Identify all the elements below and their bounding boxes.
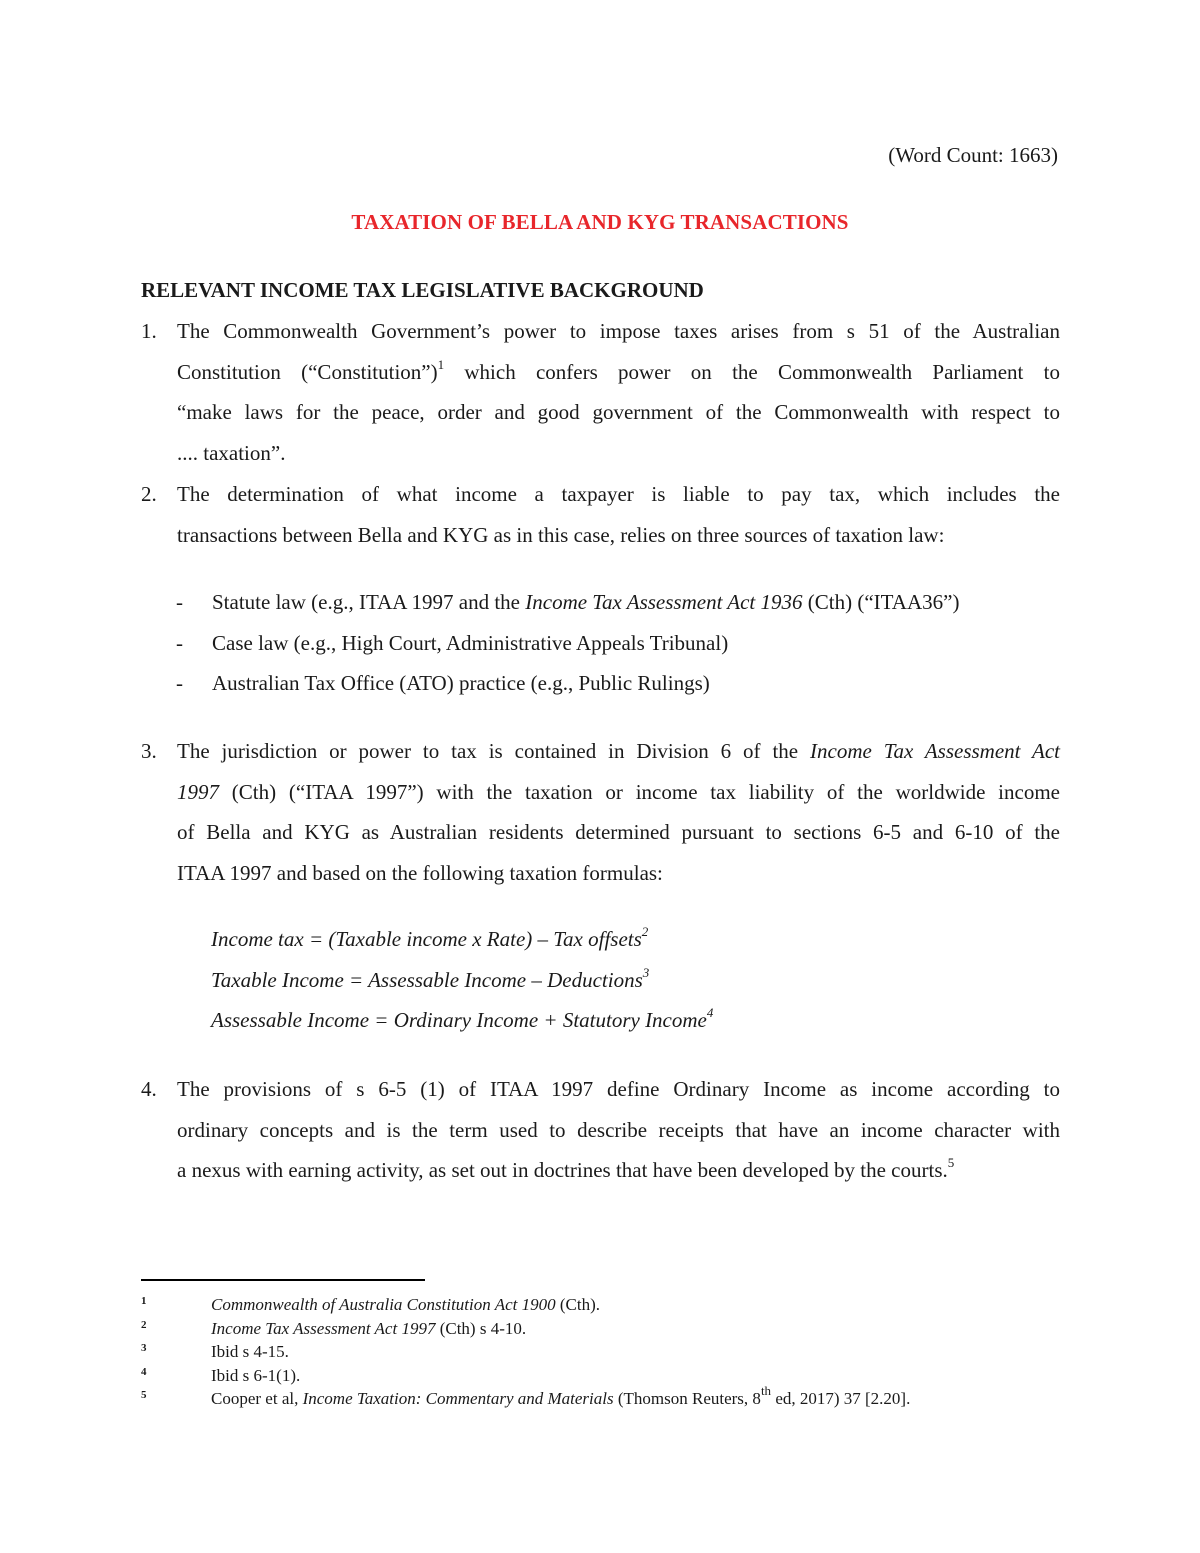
formula-income-tax [211, 919, 713, 960]
numbered-paragraph-1 [141, 311, 1060, 473]
footnote-ref[interactable]: 4 [706, 1005, 714, 1020]
bullet-dash: - [176, 590, 183, 614]
paragraph-line: transactions between Bella and KYG as in this case, relies on three sources of taxation law: [177, 522, 945, 547]
line-text: which confers power on the Commonwealth Parliament to [444, 359, 1060, 384]
footnote-4 [141, 1364, 910, 1388]
list-item [176, 663, 959, 704]
paragraph-line [177, 352, 1060, 393]
footnote-text: (Cth) s 4-10. [435, 1318, 527, 1338]
formula-assessable-income [211, 1000, 713, 1041]
paragraph-body [177, 731, 1060, 893]
paragraph-body [177, 311, 1060, 473]
line-text: Constitution (“Constitution”) [177, 359, 438, 384]
section-heading: RELEVANT INCOME TAX LEGISLATIVE BACKGROUND [141, 278, 704, 302]
list-item-text: Statute law (e.g., ITAA 1997 and the [212, 590, 526, 614]
paragraph-line: of Bella and KYG as Australian residents determined pursuant to sections 6-5 and 6-10 of the [177, 820, 1060, 844]
paragraph-line: The Commonwealth Government’s power to impose taxes arises from s 51 of the Australian [177, 319, 1060, 343]
paragraph-body [177, 474, 1060, 555]
footnote-italic: Income Tax Assessment Act 1997 [211, 1318, 436, 1338]
line-italic: Income Tax Assessment Act [810, 739, 1060, 763]
paragraph-number: 2. [141, 482, 157, 506]
ordinal-suffix: th [760, 1383, 772, 1399]
paragraph-line [177, 731, 1060, 772]
formula-text: Taxable Income = Assessable Income – Deductions [211, 967, 643, 992]
footnote-2 [141, 1317, 910, 1341]
footnotes [141, 1293, 910, 1411]
paragraph-line: The provisions of s 6-5 (1) of ITAA 1997 define Ordinary Income as income according to [177, 1077, 1060, 1101]
line-italic: 1997 [177, 779, 219, 804]
paragraph-line: .... taxation”. [177, 440, 286, 465]
paragraph-line: The determination of what income a taxpayer is liable to pay tax, which includes the [177, 482, 1060, 506]
paragraph-body [177, 1069, 1060, 1191]
document-title: TAXATION OF BELLA AND KYG TRANSACTIONS [351, 210, 849, 234]
footnote-mark: 2 [141, 1318, 147, 1331]
tax-formulas [211, 919, 713, 1041]
numbered-paragraph-2 [141, 474, 1060, 555]
footnote-text: Cooper et al, [211, 1389, 303, 1408]
footnote-3 [141, 1340, 910, 1364]
paragraph-line: “make laws for the peace, order and good government of the Commonwealth with respect to [177, 400, 1060, 424]
list-item [176, 582, 959, 623]
line-text: a nexus with earning activity, as set out in doctrines that have been developed by the courts. [177, 1158, 948, 1182]
formula-taxable-income [211, 960, 713, 1001]
list-item [176, 623, 959, 664]
paragraph-number: 3. [141, 739, 157, 763]
numbered-paragraph-4 [141, 1069, 1060, 1191]
footnote-text: (Thomson Reuters, 8 [613, 1389, 761, 1408]
paragraph-line: ITAA 1997 and based on the following taxation formulas: [177, 860, 663, 885]
bullet-dash: - [176, 671, 183, 695]
footnote-text: Ibid s 6-1(1). [211, 1365, 301, 1385]
paragraph-number: 1. [141, 319, 157, 343]
footnote-ref[interactable]: 1 [437, 356, 445, 372]
numbered-paragraph-3 [141, 731, 1060, 893]
footnote-text: Ibid s 4-15. [211, 1342, 289, 1361]
list-item-text: Case law (e.g., High Court, Administrative Appeals Tribunal) [212, 630, 729, 655]
footnote-italic: Commonwealth of Australia Constitution Act 1900 [211, 1295, 556, 1314]
paragraph-line [177, 772, 1060, 813]
footnote-5 [141, 1383, 911, 1411]
formula-text: Assessable Income = Ordinary Income + Statutory Income [211, 1008, 707, 1032]
formula-text: Income tax = (Taxable income x Rate) – Tax offsets [211, 927, 642, 951]
footnote-italic: Income Taxation: Commentary and Materials [302, 1389, 614, 1408]
footnote-separator [141, 1279, 425, 1281]
footnote-text: ed, 2017) 37 [2.20]. [771, 1389, 911, 1408]
footnote-ref[interactable]: 5 [947, 1155, 955, 1170]
footnote-mark: 4 [141, 1365, 147, 1378]
footnote-mark: 3 [141, 1342, 147, 1354]
list-item-text: (Cth) (“ITAA36”) [802, 590, 960, 614]
footnote-text: (Cth). [555, 1295, 600, 1314]
footnote-ref[interactable]: 2 [641, 924, 649, 939]
paragraph-line [177, 1150, 1060, 1191]
footnote-mark: 5 [141, 1389, 147, 1401]
paragraph-line: ordinary concepts and is the term used to describe receipts that have an income character with [177, 1117, 1060, 1142]
bullet-dash: - [176, 630, 183, 655]
list-item-italic: Income Tax Assessment Act 1936 [525, 590, 803, 614]
line-text: The jurisdiction or power to tax is contained in Division 6 of the [177, 739, 811, 763]
footnote-1 [141, 1293, 910, 1317]
line-text: (Cth) (“ITAA 1997”) with the taxation or income tax liability of the worldwide income [219, 779, 1060, 804]
footnote-ref[interactable]: 3 [642, 964, 650, 980]
list-item-text: Australian Tax Office (ATO) practice (e.g., Public Rulings) [212, 671, 710, 695]
sources-list [176, 582, 959, 704]
footnote-mark: 1 [141, 1295, 147, 1307]
paragraph-number: 4. [141, 1077, 157, 1101]
word-count: (Word Count: 1663) [888, 143, 1058, 167]
